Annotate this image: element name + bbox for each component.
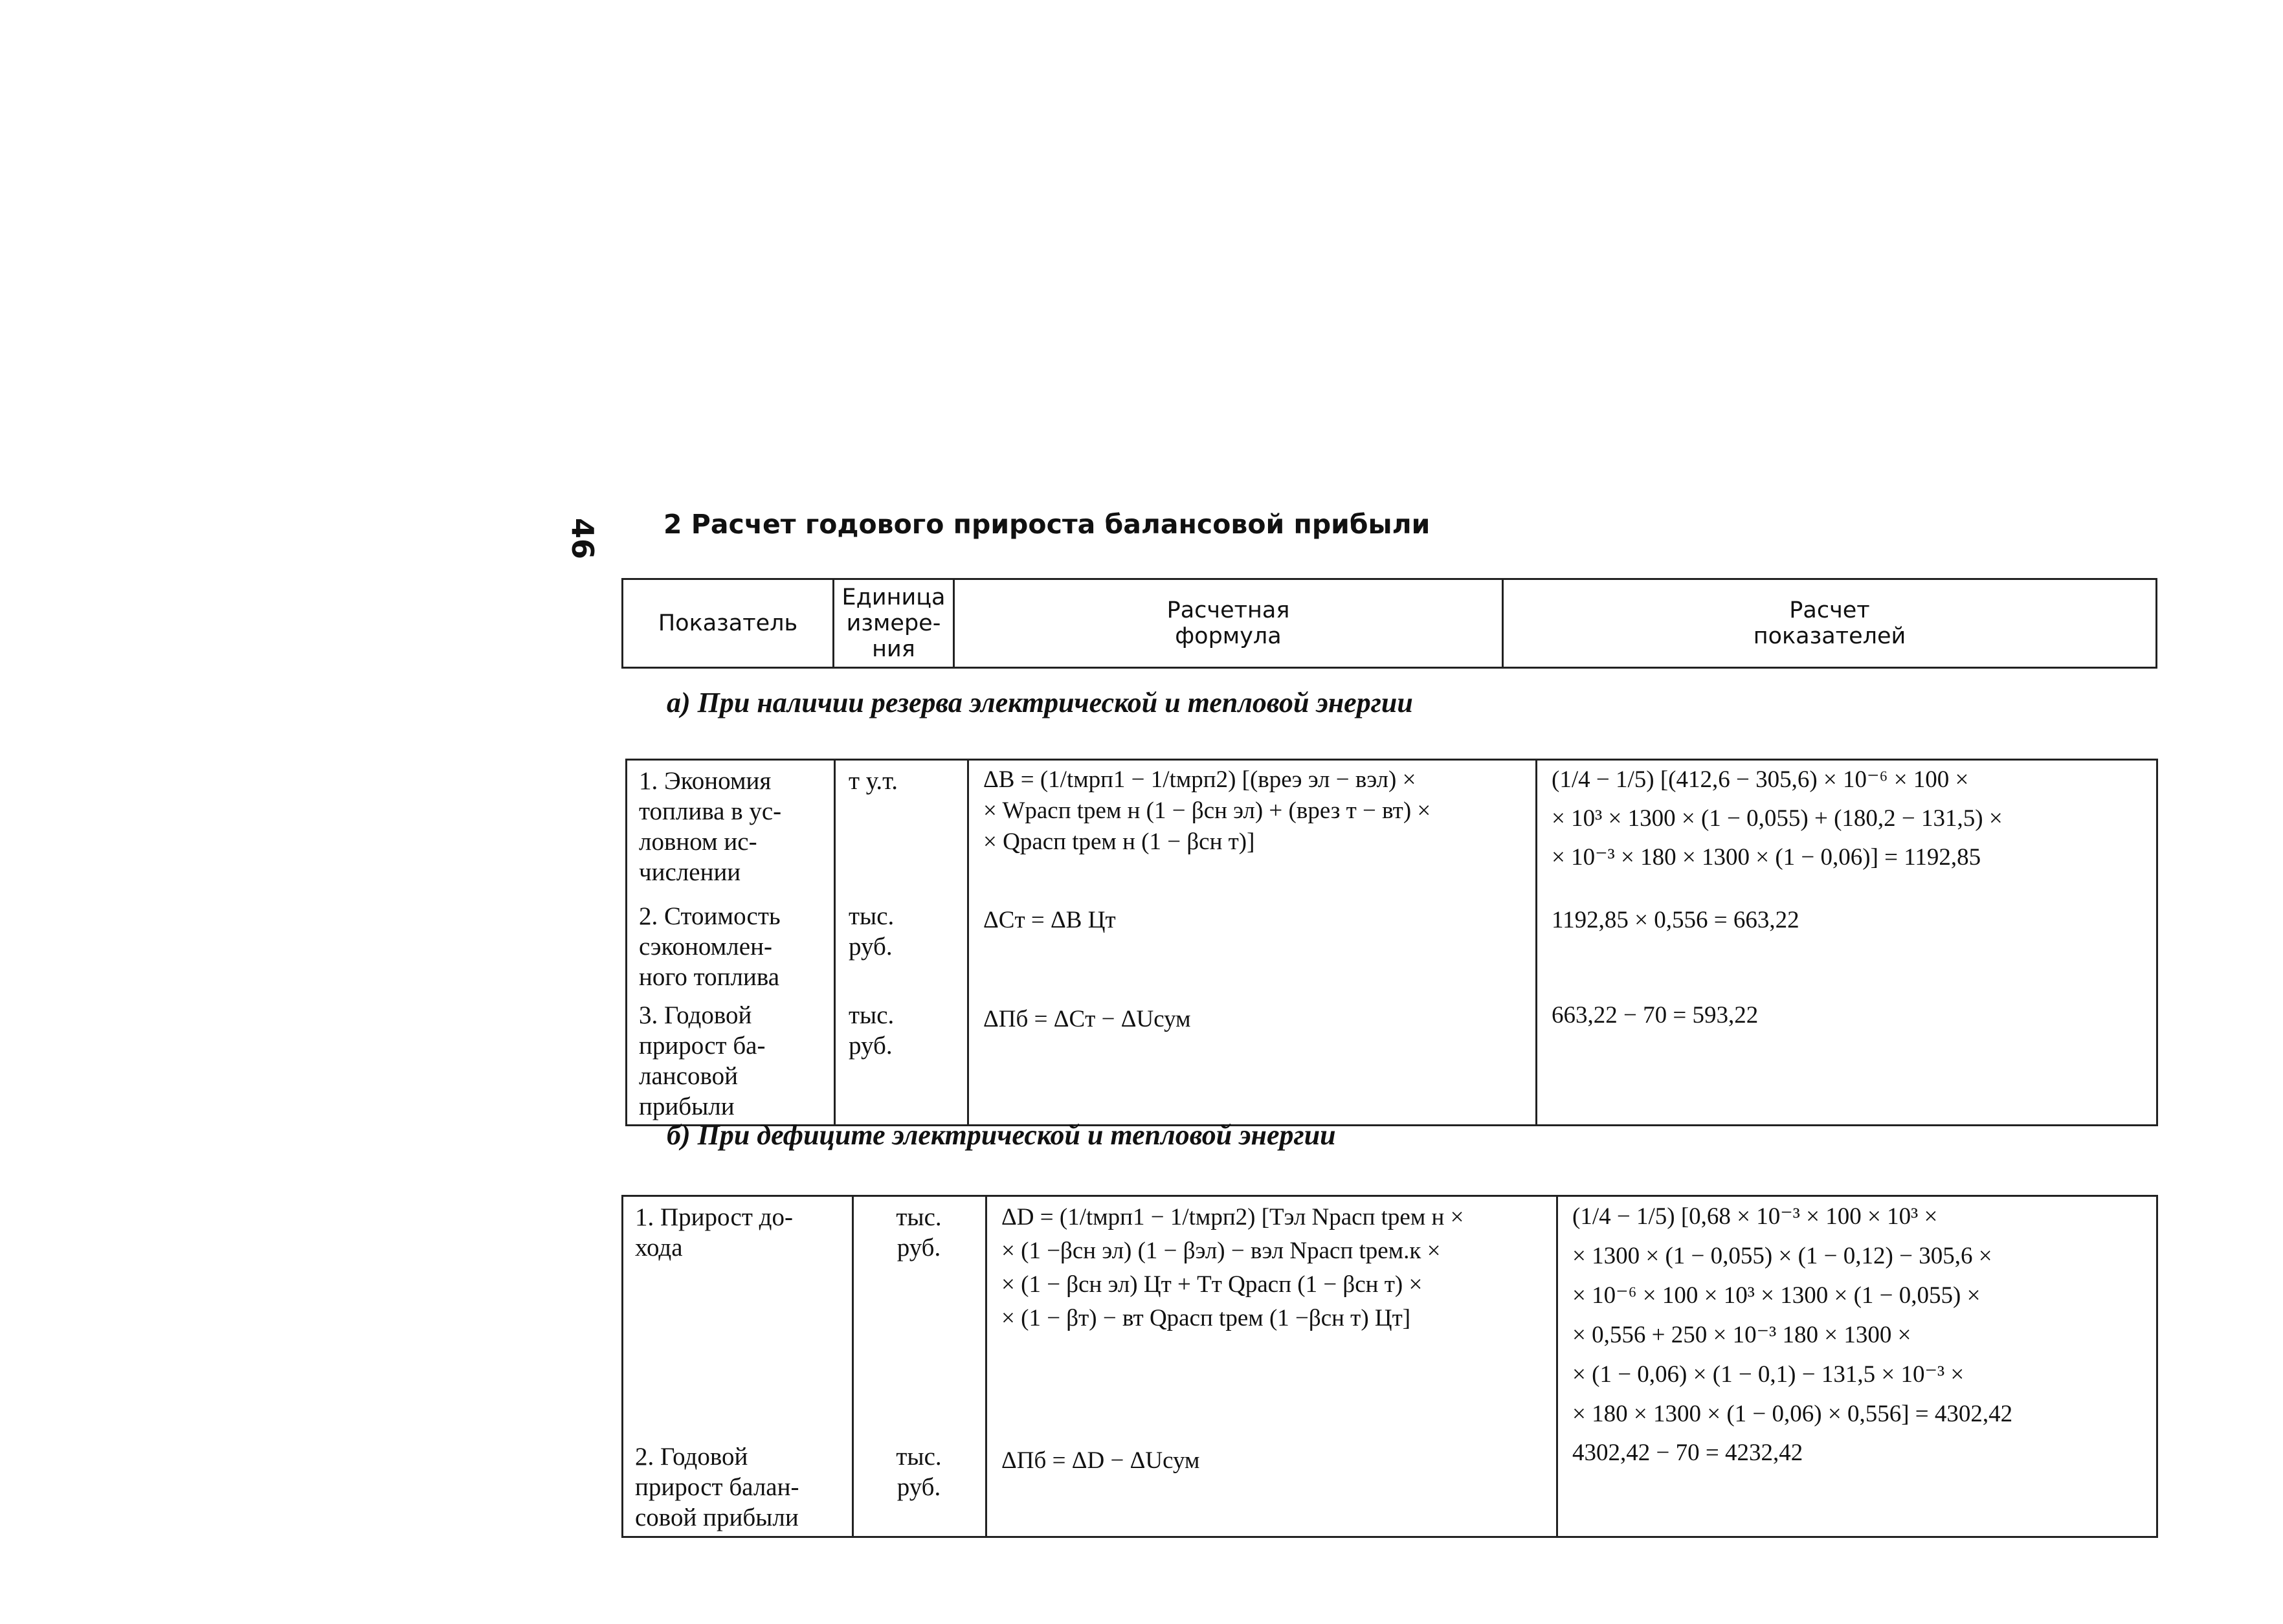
unit-cell: тыс. руб. bbox=[853, 1436, 986, 1537]
table-row bbox=[627, 760, 2157, 896]
section-b-title: б) При дефиците электрической и тепловой энергии bbox=[667, 1119, 1336, 1151]
header-formula: Расчетная формула bbox=[954, 579, 1503, 668]
formula-cell: ΔCт = ΔB Цт bbox=[968, 896, 1537, 995]
indicator-cell: 1. Прирост до- хода bbox=[623, 1196, 853, 1437]
header-unit: Единица измере- ния bbox=[834, 579, 954, 668]
calculation-cell: (1/4 − 1/5) [(412,6 − 305,6) × 10⁻⁶ × 100 × × 10³ × 1300 × (1 − 0,055) + (180,2 − 131,5) × × 10⁻³ × 180 × 1300 × (1 − 0,06)] = 1192,85 bbox=[1537, 760, 2157, 896]
unit-cell: тыс. руб. bbox=[835, 896, 968, 995]
formula-cell: ΔB = (1/tмрп1 − 1/tмрп2) [(вреэ эл − вэл) × × Wрасп tрем н (1 − βсн эл) + (врез т − вт) × × Qрасп tрем н (1 − βсн т)] bbox=[968, 760, 1537, 896]
unit-cell: тыс. руб. bbox=[853, 1196, 986, 1437]
section-a-title: а) При наличии резерва электрической и тепловой энергии bbox=[667, 687, 1413, 718]
table-row bbox=[623, 1196, 2157, 1437]
unit-cell: тыс. руб. bbox=[835, 995, 968, 1126]
indicator-cell: 1. Экономия топлива в ус- ловном ис- числении bbox=[627, 760, 835, 896]
table-section-a bbox=[625, 759, 2158, 1126]
table-header bbox=[621, 578, 2157, 669]
table-row bbox=[623, 1436, 2157, 1537]
formula-cell: ΔПб = ΔD − ΔUсум bbox=[986, 1436, 1557, 1537]
indicator-cell: 2. Годовой прирост балан- совой прибыли bbox=[623, 1436, 853, 1537]
calculation-cell: 1192,85 × 0,556 = 663,22 bbox=[1537, 896, 2157, 995]
table-section-b bbox=[621, 1195, 2158, 1538]
page-number: 46 bbox=[565, 518, 600, 560]
formula-cell: ΔПб = ΔCт − ΔUсум bbox=[968, 995, 1537, 1126]
calculation-cell: (1/4 − 1/5) [0,68 × 10⁻³ × 100 × 10³ × × 1300 × (1 − 0,055) × (1 − 0,12) − 305,6 × × 10⁻⁶ × 100 × 10³ × 1300 × (1 − 0,055) × × 0,556 + 250 × 10⁻³ 180 × 1300 × × (1 − 0,06) × (1 − 0,1) − 131,5 × 10⁻³ × × 180 × 1300 × (1 − 0,06) × 0,556] = 4302,42 bbox=[1557, 1196, 2157, 1437]
indicator-cell: 3. Годовой прирост ба- лансовой прибыли bbox=[627, 995, 835, 1126]
table-row bbox=[627, 896, 2157, 995]
calculation-cell: 663,22 − 70 = 593,22 bbox=[1537, 995, 2157, 1126]
table-row bbox=[627, 995, 2157, 1126]
indicator-cell: 2. Стоимость сэкономлен- ного топлива bbox=[627, 896, 835, 995]
header-calculation: Расчет показателей bbox=[1503, 579, 2157, 668]
unit-cell: т у.т. bbox=[835, 760, 968, 896]
formula-cell: ΔD = (1/tмрп1 − 1/tмрп2) [Tэл Nрасп tрем н × × (1 −βсн эл) (1 − βэл) − вэл Nрасп tрем.к × × (1 − βсн эл) Цт + Tт Qрасп (1 − βсн т) × × (1 − βт) − вт Qрасп tрем (1 −βсн т) Цт] bbox=[986, 1196, 1557, 1437]
calculation-cell: 4302,42 − 70 = 4232,42 bbox=[1557, 1436, 2157, 1537]
section-title: 2 Расчет годового прироста балансовой прибыли bbox=[663, 509, 1431, 540]
header-indicator: Показатель bbox=[623, 579, 834, 668]
